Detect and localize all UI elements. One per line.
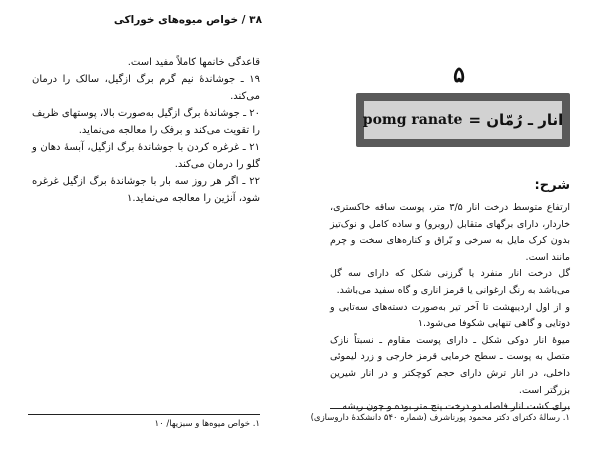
running-header: ۳۸ / خواص میوه‌های خوراکی bbox=[113, 14, 262, 26]
right-body-text bbox=[330, 200, 570, 416]
footnote: ۱. خواص میوه‌ها و سبزیها/ ۱۰ bbox=[154, 419, 260, 429]
paragraph: گل درخت انار منفرد یا گرزنی شکل که دارای سه گل می‌باشد به رنگ ارغوانی یا قرمز اناری و گاه سفید می‌باشد. bbox=[330, 268, 570, 296]
footnote: ۱. رسالهٔ دکترای دکتر محمود پورناشرف (شماره ۵۴۰ دانشکدهٔ داروسازی) bbox=[310, 413, 570, 423]
paragraph: ۲۲ ـ اگر هر روز سه بار با جوشاندهٔ برگ ازگیل غرغره شود، آنژین را معالجه می‌نماید.۱ bbox=[32, 176, 260, 204]
chapter-number: ۵ bbox=[453, 62, 465, 88]
left-body-text bbox=[32, 54, 260, 207]
title-banner bbox=[356, 93, 570, 147]
title-banner-inner bbox=[364, 101, 562, 139]
right-page bbox=[300, 0, 600, 451]
paragraph: ارتفاع متوسط درخت انار ۳/۵ متر، پوست ساقه خاکستری، خاردار، دارای برگهای متقابل (روبرو) و ساده کامل و نوک‌تیز بدون کرک مایل به سرخی و بّراق و کناره‌های سخت و چرم مانند است. bbox=[330, 202, 570, 263]
section-heading: شرح: bbox=[534, 178, 570, 193]
title-persian: انار ـ رُمّان = bbox=[468, 111, 564, 129]
paragraph: و از اول اردیبهشت تا آخر تیر به‌صورت دسته‌های سه‌تایی و دوتایی و گاهی تنهایی شکوفا می‌شود.۱ bbox=[330, 301, 570, 330]
paragraph: ۲۰ ـ جوشاندهٔ برگ ازگیل به‌صورت بالا، پوستهای ظریف را تقویت می‌کند و برفک را معالجه می‌نماید. bbox=[32, 108, 260, 136]
footnote-rule bbox=[330, 408, 570, 409]
paragraph: ۲۱ ـ غرغره کردن با جوشاندهٔ برگ ازگیل، آبسهٔ دهان و گلو را درمان می‌کند. bbox=[32, 142, 260, 170]
paragraph: میوهٔ انار دوکی شکل ـ دارای پوست مقاوم ـ نسبتاً نازک متصل به پوست ـ سطح خرمایی قرمز خارجی و زرد لیموئی داخلی، در انار ترش دارای حجم کوچکتر و در انار شیرین بزرگتر است. bbox=[330, 334, 570, 396]
paragraph: ۱۹ ـ جوشاندهٔ نیم گرم برگ ازگیل، سالک را درمان می‌کند. bbox=[32, 74, 260, 102]
paragraph: برای کشت انار فاصله دو درخت پنج متر بوده و چون ریشه bbox=[342, 401, 570, 413]
footnote-rule bbox=[28, 414, 260, 415]
title-english: pomg ranate bbox=[362, 112, 463, 128]
paragraph: قاعدگی خانمها کاملاً مفید است. bbox=[127, 57, 260, 68]
